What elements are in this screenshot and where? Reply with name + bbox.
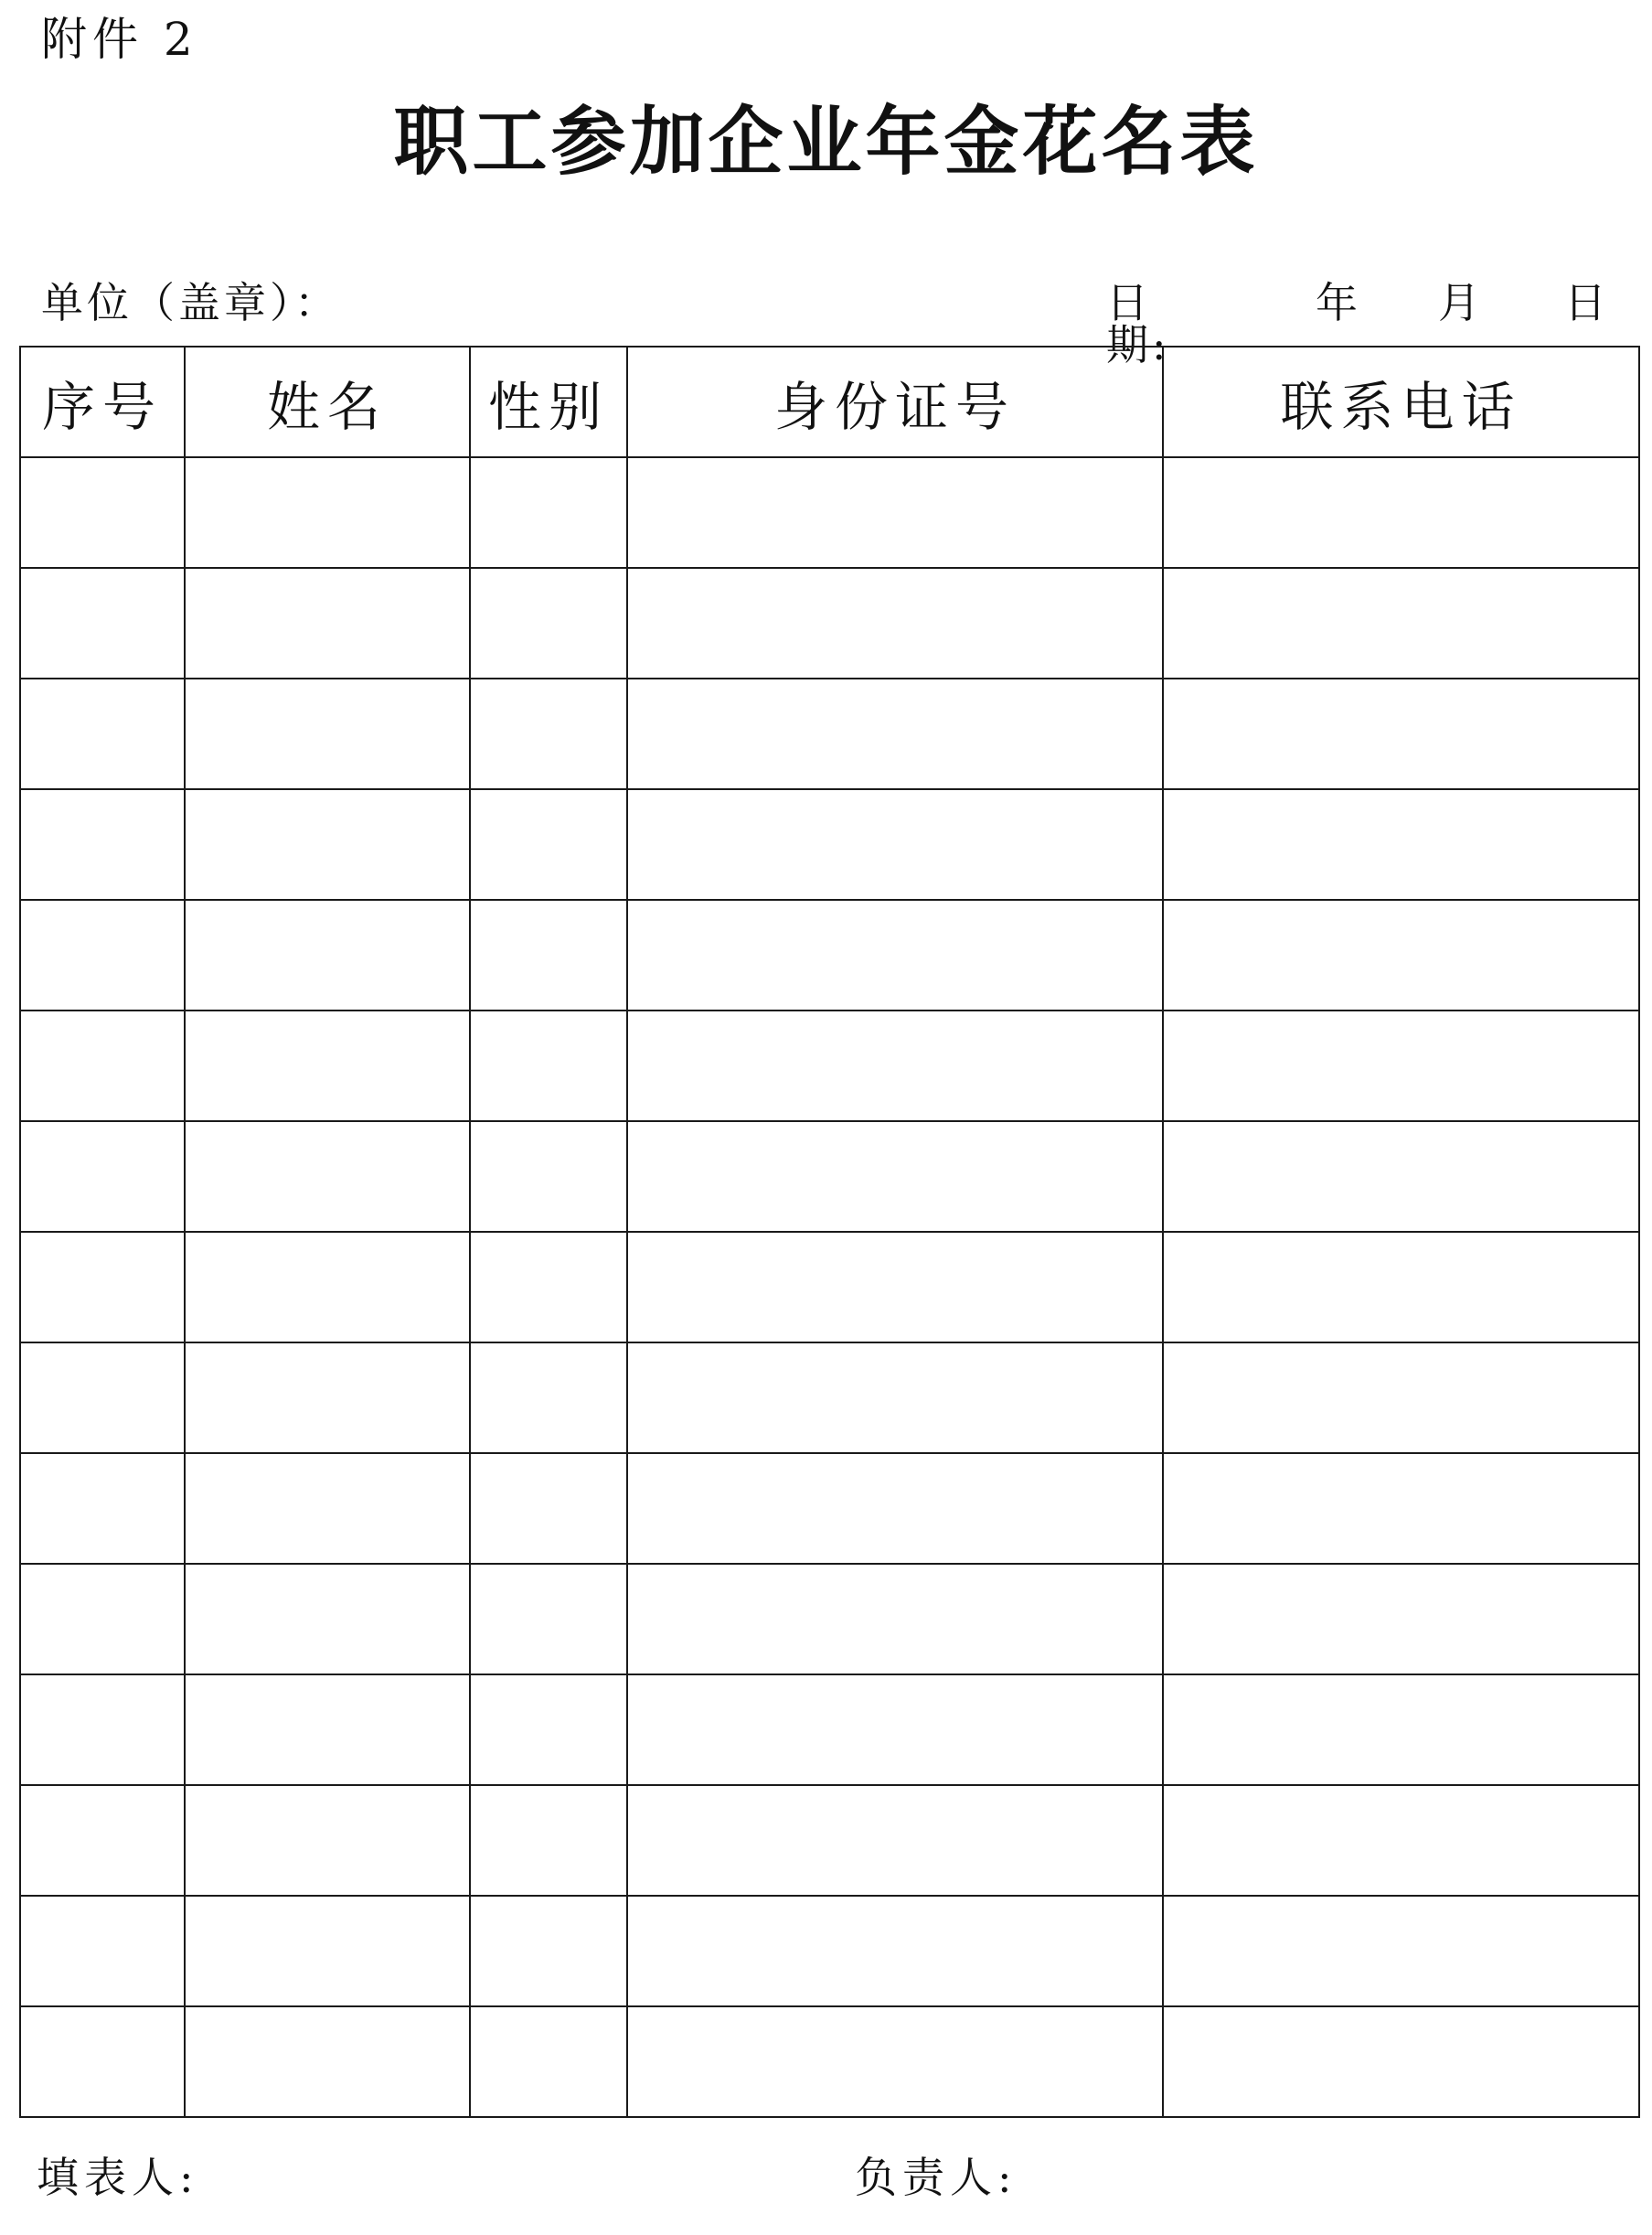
cell-gender[interactable] (470, 1011, 627, 1121)
cell-phone[interactable] (1163, 568, 1639, 679)
cell-gender[interactable] (470, 1121, 627, 1232)
attachment-label: 附件 2 (41, 13, 198, 66)
responsible-person-label: 负责人: (855, 2153, 1018, 2202)
cell-serial-number[interactable] (20, 1011, 185, 1121)
table-row (20, 900, 1639, 1011)
cell-name[interactable] (185, 1342, 470, 1453)
date-day-label: 日 (1564, 278, 1606, 327)
cell-serial-number[interactable] (20, 1896, 185, 2006)
table-row (20, 679, 1639, 789)
cell-phone[interactable] (1163, 1121, 1639, 1232)
table-row (20, 1785, 1639, 1896)
cell-id-number[interactable] (627, 1674, 1163, 1785)
cell-serial-number[interactable] (20, 1342, 185, 1453)
cell-serial-number[interactable] (20, 1564, 185, 1674)
cell-serial-number[interactable] (20, 1785, 185, 1896)
cell-id-number[interactable] (627, 900, 1163, 1011)
cell-serial-number[interactable] (20, 2006, 185, 2117)
cell-gender[interactable] (470, 900, 627, 1011)
cell-name[interactable] (185, 1564, 470, 1674)
cell-serial-number[interactable] (20, 900, 185, 1011)
cell-name[interactable] (185, 1453, 470, 1564)
cell-id-number[interactable] (627, 1342, 1163, 1453)
roster-table (19, 346, 1640, 2118)
table-row (20, 789, 1639, 900)
header-phone: 联系电话 (1163, 347, 1639, 457)
cell-gender[interactable] (470, 789, 627, 900)
cell-id-number[interactable] (627, 2006, 1163, 2117)
cell-id-number[interactable] (627, 789, 1163, 900)
cell-gender[interactable] (470, 1785, 627, 1896)
table-row (20, 568, 1639, 679)
cell-id-number[interactable] (627, 457, 1163, 568)
cell-serial-number[interactable] (20, 789, 185, 900)
cell-id-number[interactable] (627, 1785, 1163, 1896)
cell-name[interactable] (185, 2006, 470, 2117)
cell-gender[interactable] (470, 1896, 627, 2006)
cell-name[interactable] (185, 1785, 470, 1896)
cell-name[interactable] (185, 1896, 470, 2006)
cell-id-number[interactable] (627, 1011, 1163, 1121)
table-row (20, 1342, 1639, 1453)
cell-phone[interactable] (1163, 457, 1639, 568)
unit-seal-label: 单位（盖章）： (41, 278, 340, 327)
cell-gender[interactable] (470, 1453, 627, 1564)
cell-name[interactable] (185, 900, 470, 1011)
table-header-row (20, 347, 1639, 457)
cell-name[interactable] (185, 1674, 470, 1785)
cell-name[interactable] (185, 1121, 470, 1232)
cell-serial-number[interactable] (20, 1121, 185, 1232)
cell-id-number[interactable] (627, 1453, 1163, 1564)
cell-serial-number[interactable] (20, 1453, 185, 1564)
cell-serial-number[interactable] (20, 457, 185, 568)
table-row (20, 1896, 1639, 2006)
cell-name[interactable] (185, 679, 470, 789)
cell-phone[interactable] (1163, 1342, 1639, 1453)
cell-id-number[interactable] (627, 1121, 1163, 1232)
date-label: 日期: (1106, 278, 1170, 369)
cell-phone[interactable] (1163, 1232, 1639, 1342)
table-body (20, 457, 1639, 2117)
cell-name[interactable] (185, 1232, 470, 1342)
table-row (20, 1232, 1639, 1342)
filler-label: 填表人: (37, 2153, 199, 2202)
cell-phone[interactable] (1163, 2006, 1639, 2117)
header-gender: 性别 (470, 347, 627, 457)
date-month-label: 月 (1438, 278, 1480, 327)
cell-phone[interactable] (1163, 1896, 1639, 2006)
cell-serial-number[interactable] (20, 679, 185, 789)
cell-id-number[interactable] (627, 679, 1163, 789)
cell-phone[interactable] (1163, 900, 1639, 1011)
table-row (20, 1121, 1639, 1232)
table-row (20, 2006, 1639, 2117)
cell-gender[interactable] (470, 1674, 627, 1785)
cell-phone[interactable] (1163, 1564, 1639, 1674)
cell-phone[interactable] (1163, 1785, 1639, 1896)
table-row (20, 1011, 1639, 1121)
cell-phone[interactable] (1163, 1674, 1639, 1785)
header-serial-number: 序号 (20, 347, 185, 457)
table-row (20, 1564, 1639, 1674)
table-row (20, 1674, 1639, 1785)
cell-gender[interactable] (470, 568, 627, 679)
cell-phone[interactable] (1163, 789, 1639, 900)
cell-id-number[interactable] (627, 1564, 1163, 1674)
cell-name[interactable] (185, 1011, 470, 1121)
form-title: 职工参加企业年金花名表 (393, 99, 1259, 186)
cell-id-number[interactable] (627, 1232, 1163, 1342)
cell-name[interactable] (185, 789, 470, 900)
header-id-number: 身份证号 (627, 347, 1163, 457)
cell-id-number[interactable] (627, 1896, 1163, 2006)
cell-gender[interactable] (470, 679, 627, 789)
cell-id-number[interactable] (627, 568, 1163, 679)
date-year-label: 年 (1316, 278, 1358, 327)
cell-name[interactable] (185, 457, 470, 568)
cell-serial-number[interactable] (20, 1674, 185, 1785)
form-meta-row (41, 278, 1606, 369)
cell-gender[interactable] (470, 2006, 627, 2117)
cell-phone[interactable] (1163, 679, 1639, 789)
cell-gender[interactable] (470, 457, 627, 568)
cell-gender[interactable] (470, 1342, 627, 1453)
cell-gender[interactable] (470, 1564, 627, 1674)
cell-serial-number[interactable] (20, 568, 185, 679)
header-name: 姓名 (185, 347, 470, 457)
table-row (20, 457, 1639, 568)
cell-gender[interactable] (470, 1232, 627, 1342)
cell-serial-number[interactable] (20, 1232, 185, 1342)
cell-phone[interactable] (1163, 1453, 1639, 1564)
table-row (20, 1453, 1639, 1564)
cell-phone[interactable] (1163, 1011, 1639, 1121)
cell-name[interactable] (185, 568, 470, 679)
